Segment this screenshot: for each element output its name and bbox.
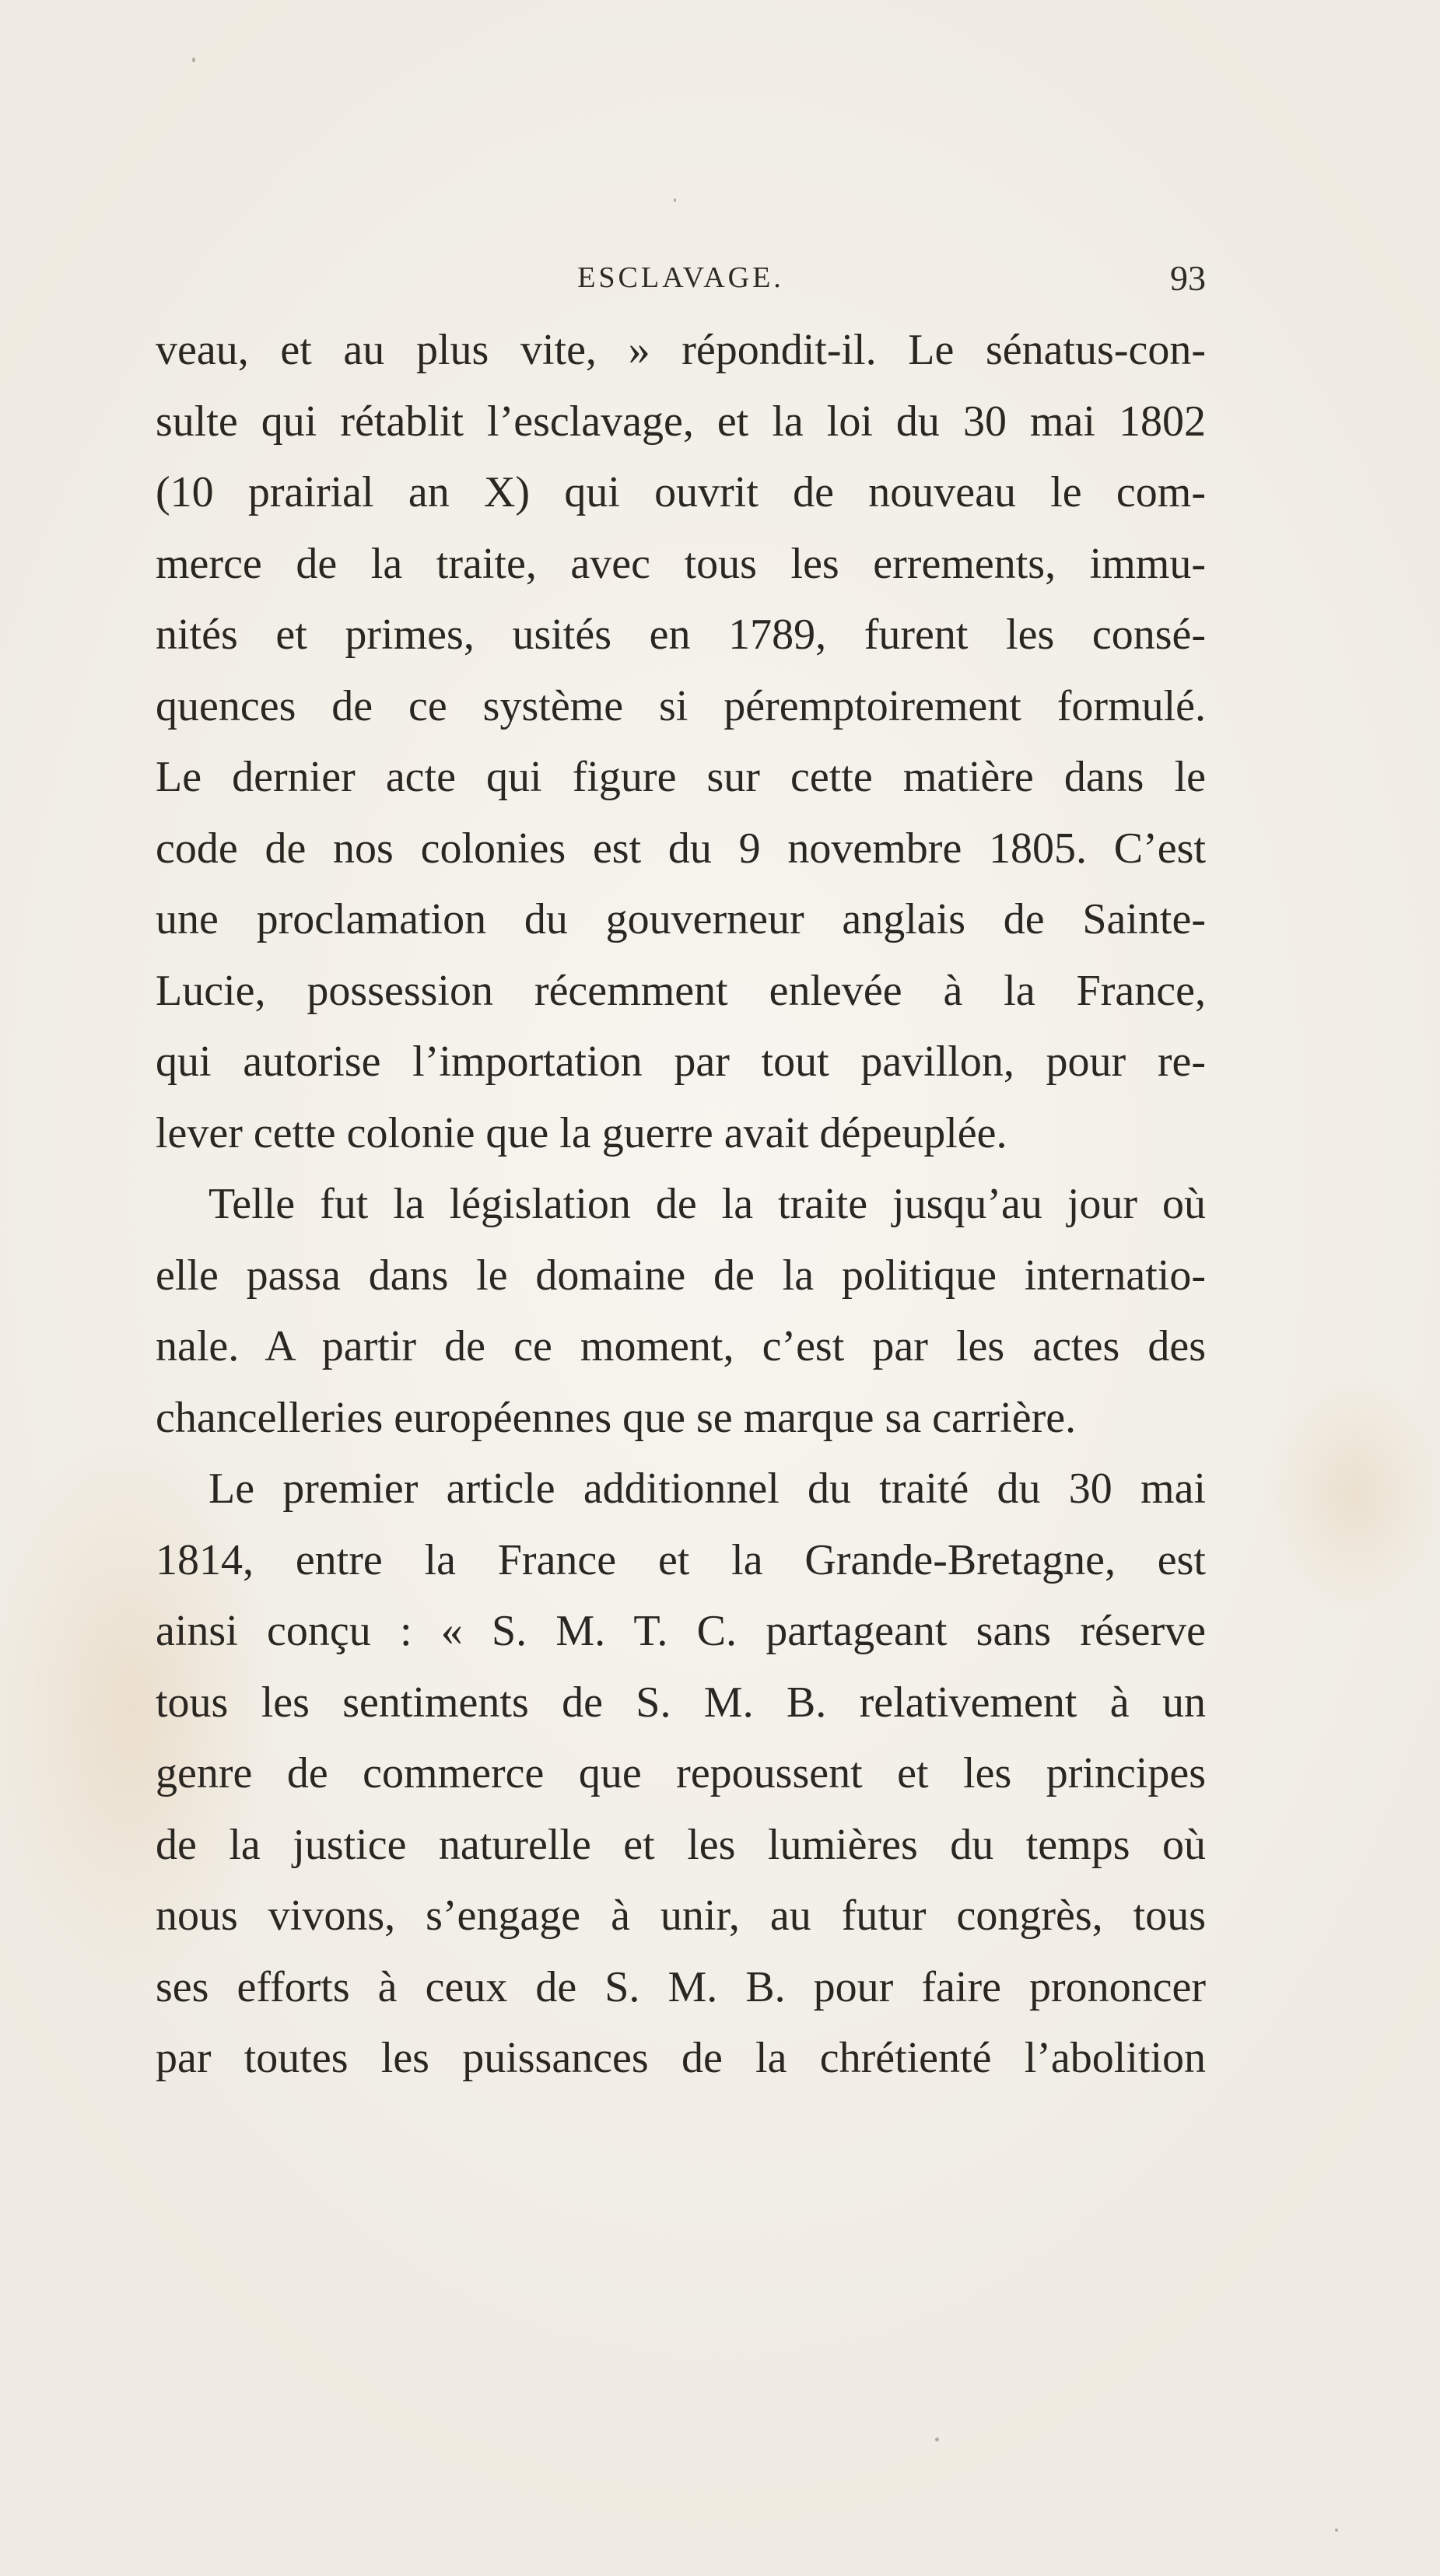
text-line: lever cette colonie que la guerre avait dépeuplée. (156, 1108, 1007, 1157)
text-line: quences de ce système si péremptoirement formulé. (156, 681, 1206, 730)
running-title: ESCLAVAGE. (577, 261, 784, 294)
page-number: 93 (1170, 258, 1206, 298)
text-line: Le premier article additionnel du traité du 30 mai (208, 1465, 1206, 1513)
text-line: chancelleries européennes que se marque sa carrière. (156, 1393, 1077, 1442)
text-line: veau, et au plus vite, » répondit-il. Le sénatus-con- (156, 326, 1206, 374)
text-line: nous vivons, s’engage à unir, au futur congrès, tous (156, 1892, 1206, 1940)
text-line: de la justice naturelle et les lumières du temps où (156, 1820, 1206, 1869)
text-line: code de nos colonies est du 9 novembre 1805. C’est (156, 824, 1206, 873)
text-line: elle passa dans le domaine de la politique internatio- (156, 1251, 1206, 1300)
text-line: une proclamation du gouverneur anglais de Sainte- (156, 895, 1206, 943)
paper-speck (674, 198, 676, 202)
running-head (156, 258, 1206, 307)
text-line: ses efforts à ceux de S. M. B. pour faire prononcer (156, 1962, 1206, 2011)
text-line: sulte qui rétablit l’esclavage, et la loi du 30 mai 1802 (156, 397, 1206, 446)
paper-speck (1335, 2529, 1338, 2532)
text-line: tous les sentiments de S. M. B. relativement à un (156, 1678, 1206, 1727)
text-line: nale. A partir de ce moment, c’est par les actes des (156, 1322, 1206, 1370)
text-line: Telle fut la législation de la traite jusqu’au jour où (208, 1180, 1206, 1228)
text-line: Lucie, possession récemment enlevée à la France, (156, 966, 1206, 1015)
text-line: 1814, entre la France et la Grande-Bretagne, est (156, 1535, 1206, 1584)
text-line: (10 prairial an X) qui ouvrit de nouveau le com- (156, 468, 1206, 516)
text-line: merce de la traite, avec tous les errements, immu- (156, 539, 1206, 588)
paper-speck (935, 2438, 939, 2441)
text-line: genre de commerce que repoussent et les principes (156, 1749, 1206, 1797)
text-line: par toutes les puissances de la chrétienté l’abolition (156, 2034, 1206, 2082)
paper-speck (192, 58, 195, 62)
body-text (156, 315, 1206, 2095)
text-line: qui autorise l’importation par tout pavillon, pour re- (156, 1038, 1206, 1086)
text-line: ainsi conçu : « S. M. T. C. partageant sans réserve (156, 1607, 1206, 1655)
text-line: Le dernier acte qui figure sur cette matière dans le (156, 753, 1206, 801)
text-line: nités et primes, usités en 1789, furent les consé- (156, 611, 1206, 659)
